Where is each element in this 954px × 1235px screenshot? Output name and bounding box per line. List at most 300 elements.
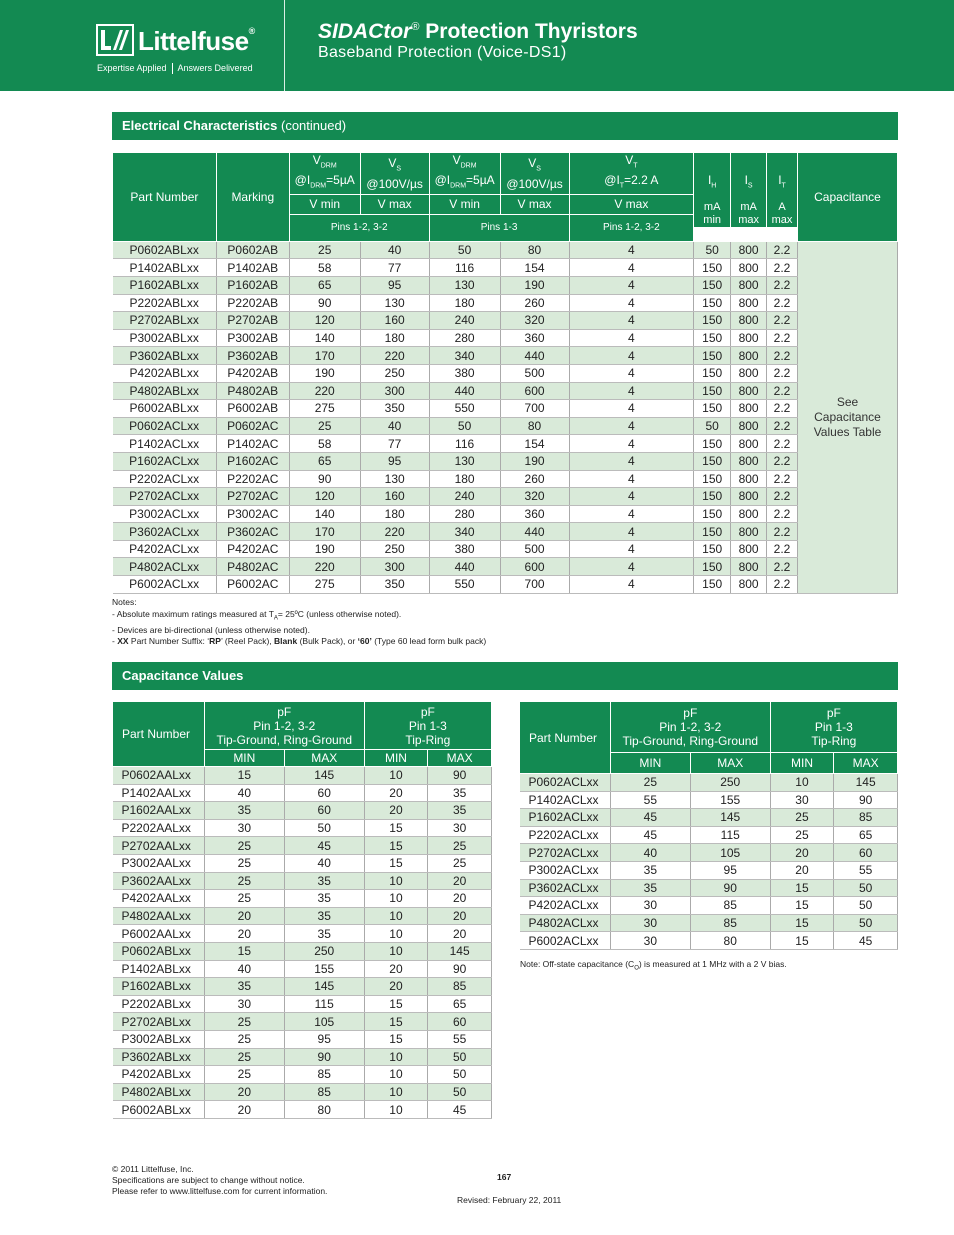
table-cell: 4 (569, 400, 694, 418)
table-cell: P4202AALxx (113, 890, 205, 908)
cap-right-max-2: MAX (834, 753, 898, 774)
table-row (113, 942, 492, 960)
table-cell: 15 (204, 942, 284, 960)
table-row (113, 784, 492, 802)
table-cell: 600 (500, 558, 569, 576)
table-cell: 58 (289, 435, 360, 453)
table-cell: 150 (694, 558, 731, 576)
table-cell: P6002AB (216, 400, 289, 418)
col-capacitance: Capacitance (798, 153, 898, 242)
table-row (520, 879, 898, 897)
table-cell: 20 (428, 872, 492, 890)
cap-left-max-1: MAX (284, 750, 364, 767)
table-cell: 50 (694, 417, 731, 435)
table-cell: 10 (364, 872, 428, 890)
table-row (113, 523, 898, 541)
footer-line-3: Please refer to www.littelfuse.com for current information. (112, 1185, 328, 1196)
table-cell: 20 (770, 861, 834, 879)
table-cell: P3602ABLxx (113, 347, 217, 365)
table-cell: 25 (204, 890, 284, 908)
table-cell: 15 (364, 1013, 428, 1031)
table-cell: 2.2 (767, 329, 798, 347)
table-cell: P0602ACLxx (520, 774, 611, 792)
table-cell: 380 (429, 540, 500, 558)
table-cell: 440 (500, 523, 569, 541)
table-cell: 800 (731, 364, 767, 382)
cap-left-col-part: Part Number (113, 702, 205, 767)
table-row (113, 995, 492, 1013)
table-cell: P2202ABLxx (113, 294, 217, 312)
cap-right-col-part: Part Number (520, 702, 611, 774)
table-cell: 50 (429, 241, 500, 259)
table-cell: 800 (731, 347, 767, 365)
table-cell: 320 (500, 488, 569, 506)
table-cell: 150 (694, 294, 731, 312)
table-cell: 155 (284, 960, 364, 978)
table-cell: 300 (360, 558, 429, 576)
table-cell: 25 (428, 854, 492, 872)
table-cell: 116 (429, 435, 500, 453)
table-cell: 180 (429, 294, 500, 312)
table-row (113, 435, 898, 453)
table-cell: 4 (569, 347, 694, 365)
table-cell: 15 (364, 854, 428, 872)
table-cell: 35 (204, 978, 284, 996)
table-cell: 4 (569, 435, 694, 453)
col-vmax-2: V max (500, 194, 569, 214)
table-cell: 30 (610, 914, 690, 932)
table-row (113, 347, 898, 365)
table-cell: 20 (428, 890, 492, 908)
table-cell: 145 (284, 767, 364, 785)
table-cell: 220 (360, 347, 429, 365)
table-row (520, 932, 898, 950)
table-cell: 85 (284, 1083, 364, 1101)
table-cell: 4 (569, 417, 694, 435)
table-cell: 4 (569, 259, 694, 277)
table-cell: 350 (360, 400, 429, 418)
table-cell: 15 (364, 819, 428, 837)
table-cell: 4 (569, 470, 694, 488)
cap-left-group-2: pF Pin 1-3 Tip-Ring (364, 702, 491, 750)
table-cell: P4802ABLxx (113, 382, 217, 400)
table-row (113, 241, 898, 259)
table-cell: 10 (364, 1101, 428, 1119)
table-cell: 220 (289, 558, 360, 576)
table-cell: P4802ACLxx (113, 558, 217, 576)
table-cell: 55 (834, 861, 898, 879)
littelfuse-mark-icon (96, 24, 134, 56)
table-cell: 250 (360, 364, 429, 382)
table-cell: 150 (694, 505, 731, 523)
table-cell: 150 (694, 312, 731, 330)
table-cell: 80 (500, 241, 569, 259)
table-cell: 500 (500, 364, 569, 382)
table-cell: P1402ACLxx (113, 435, 217, 453)
table-cell: 150 (694, 540, 731, 558)
table-cell: 15 (770, 932, 834, 950)
table-cell: P1602AALxx (113, 802, 205, 820)
table-cell: P2702ABLxx (113, 312, 217, 330)
table-cell: 800 (731, 329, 767, 347)
note-3: - XX Part Number Suffix: ‘RP’ (Reel Pack), Blank (Bulk Pack), or ‘60’ (Type 60 lead form bulk pack) (112, 636, 487, 647)
table-row (113, 837, 492, 855)
table-cell: 190 (289, 540, 360, 558)
table-cell: 4 (569, 523, 694, 541)
table-cell: 800 (731, 312, 767, 330)
table-cell: 150 (694, 452, 731, 470)
table-cell: P1402AC (216, 435, 289, 453)
table-cell: 45 (284, 837, 364, 855)
table-row (113, 1030, 492, 1048)
table-cell: 2.2 (767, 276, 798, 294)
table-cell: 15 (770, 879, 834, 897)
table-cell: 140 (289, 505, 360, 523)
table-cell: P3002ABLxx (113, 329, 217, 347)
table-cell: 160 (360, 488, 429, 506)
col-vmin-2: V min (429, 194, 500, 214)
table-cell: 260 (500, 470, 569, 488)
table-row (113, 854, 492, 872)
table-cell: 220 (360, 523, 429, 541)
table-cell: 35 (610, 861, 690, 879)
footer (112, 1164, 327, 1196)
table-row (520, 774, 898, 792)
table-cell: 2.2 (767, 312, 798, 330)
table-cell: 10 (364, 1066, 428, 1084)
cap-right-min-2: MIN (770, 753, 834, 774)
table-cell: P0602ABLxx (113, 241, 217, 259)
table-cell: 35 (428, 784, 492, 802)
col-vmax-3: V max (569, 194, 694, 214)
table-cell: 130 (360, 470, 429, 488)
table-cell: 25 (204, 1066, 284, 1084)
table-cell: 10 (364, 890, 428, 908)
table-cell: P4802AB (216, 382, 289, 400)
table-cell: 55 (610, 791, 690, 809)
cap-left-max-2: MAX (428, 750, 492, 767)
table-cell: 105 (690, 844, 770, 862)
table-cell: 95 (690, 861, 770, 879)
table-cell: 85 (284, 1066, 364, 1084)
table-cell: 4 (569, 294, 694, 312)
table-row (113, 890, 492, 908)
table-cell: 80 (500, 417, 569, 435)
table-cell: 150 (694, 488, 731, 506)
table-cell: 180 (360, 329, 429, 347)
tagline-left: Expertise Applied (97, 63, 167, 73)
table-cell: P1602ACLxx (113, 452, 217, 470)
table-cell: 500 (500, 540, 569, 558)
table-cell: 95 (284, 1030, 364, 1048)
table-row (113, 276, 898, 294)
table-cell: 250 (360, 540, 429, 558)
table-cell: 50 (694, 241, 731, 259)
table-cell: 4 (569, 576, 694, 594)
is-unit: mA max (731, 200, 767, 227)
table-cell: P1402AB (216, 259, 289, 277)
table-cell: 275 (289, 400, 360, 418)
table-cell: 150 (694, 435, 731, 453)
capacitance-note: Note: Off-state capacitance $(C_O)$ is measured at 1 MHz with a 2 V bias. (520, 959, 787, 972)
table-cell: 800 (731, 452, 767, 470)
table-cell: 65 (428, 995, 492, 1013)
table-cell: 35 (610, 879, 690, 897)
table-cell: 154 (500, 259, 569, 277)
table-cell: P4202ABLxx (113, 1066, 205, 1084)
table-row (113, 470, 898, 488)
table-cell: P0602ABLxx (113, 942, 205, 960)
table-cell: P2202AB (216, 294, 289, 312)
table-cell: 130 (429, 452, 500, 470)
table-cell: 2.2 (767, 417, 798, 435)
table-cell: 20 (204, 907, 284, 925)
table-row (113, 488, 898, 506)
table-cell: P3002AC (216, 505, 289, 523)
table-row (113, 978, 492, 996)
table-row (113, 294, 898, 312)
table-cell: 50 (429, 417, 500, 435)
table-cell: P4202ACLxx (113, 540, 217, 558)
table-cell: P6002ACLxx (113, 576, 217, 594)
table-cell: 4 (569, 452, 694, 470)
table-row (520, 914, 898, 932)
table-cell: P1602ABLxx (113, 978, 205, 996)
table-cell: 800 (731, 435, 767, 453)
table-row (113, 872, 492, 890)
table-cell: P3602AC (216, 523, 289, 541)
table-cell: 280 (429, 329, 500, 347)
col-vt: $V_T$ $@I_T=2.2$ A (569, 153, 694, 195)
table-cell: 45 (428, 1101, 492, 1119)
table-cell: 2.2 (767, 435, 798, 453)
table-cell: P0602ACLxx (113, 417, 217, 435)
col-vs-2: $V_S$ @100V/µs (500, 153, 569, 195)
table-row (520, 826, 898, 844)
it-unit: A max (767, 200, 798, 227)
table-cell: 145 (428, 942, 492, 960)
table-cell: P3602ACLxx (520, 879, 611, 897)
cap-left-group-1: pF Pin 1-2, 3-2 Tip-Ground, Ring-Ground (204, 702, 364, 750)
table-cell: 10 (364, 1083, 428, 1101)
footer-line-2: Specifications are subject to change without notice. (112, 1174, 305, 1185)
table-row (113, 925, 492, 943)
table-cell: 25 (610, 774, 690, 792)
table-cell: P2702ACLxx (113, 488, 217, 506)
table-cell: 40 (284, 854, 364, 872)
table-cell: P1402ABLxx (113, 960, 205, 978)
header-divider (284, 0, 285, 91)
table-cell: 25 (204, 1013, 284, 1031)
table-cell: 800 (731, 276, 767, 294)
table-cell: 25 (289, 417, 360, 435)
tagline-right: Answers Delivered (177, 63, 253, 73)
table-cell: 25 (204, 872, 284, 890)
col-vmin-1: V min (289, 194, 360, 214)
ih-unit: mA min (694, 200, 731, 227)
table-cell: P3002ACLxx (113, 505, 217, 523)
table-cell: 2.2 (767, 488, 798, 506)
table-cell: 50 (834, 897, 898, 915)
table-cell: 340 (429, 347, 500, 365)
table-cell: 45 (834, 932, 898, 950)
table-cell: 360 (500, 329, 569, 347)
table-cell: 2.2 (767, 505, 798, 523)
footer-copyright: © 2011 Littelfuse, Inc. (112, 1164, 194, 1174)
table-cell: 10 (364, 925, 428, 943)
table-cell: 440 (429, 382, 500, 400)
table-cell: 65 (289, 276, 360, 294)
table-cell: 90 (428, 767, 492, 785)
tagline (97, 63, 253, 74)
title-rest: Protection Thyristors (419, 20, 638, 43)
table-cell: 10 (364, 767, 428, 785)
table-cell: 160 (360, 312, 429, 330)
table-cell: 77 (360, 435, 429, 453)
table-cell: 15 (364, 1030, 428, 1048)
table-cell: P2702ABLxx (113, 1013, 205, 1031)
table-row (113, 505, 898, 523)
table-cell: P0602AALxx (113, 767, 205, 785)
pins-group-b: Pins 1-3 (429, 214, 569, 241)
table-cell: 250 (284, 942, 364, 960)
table-cell: 60 (284, 802, 364, 820)
table-cell: 260 (500, 294, 569, 312)
table-cell: 40 (360, 417, 429, 435)
table-cell: 80 (690, 932, 770, 950)
table-cell: P3002AALxx (113, 854, 205, 872)
table-cell: 800 (731, 576, 767, 594)
page-header (0, 0, 954, 91)
table-cell: 90 (690, 879, 770, 897)
table-cell: 150 (694, 276, 731, 294)
table-cell: 150 (694, 400, 731, 418)
table-cell: 2.2 (767, 364, 798, 382)
table-cell: 2.2 (767, 452, 798, 470)
table-cell: 50 (834, 879, 898, 897)
table-cell: 105 (284, 1013, 364, 1031)
table-cell: P3002ABLxx (113, 1030, 205, 1048)
table-cell: 2.2 (767, 576, 798, 594)
table-cell: 30 (428, 819, 492, 837)
table-cell: 280 (429, 505, 500, 523)
table-cell: 20 (428, 907, 492, 925)
table-cell: 50 (428, 1066, 492, 1084)
table-cell: P2702AB (216, 312, 289, 330)
table-cell: 800 (731, 523, 767, 541)
cap-right-max-1: MAX (690, 753, 770, 774)
table-cell: 40 (610, 844, 690, 862)
table-row (113, 767, 492, 785)
table-cell: P3002AB (216, 329, 289, 347)
table-cell: 145 (284, 978, 364, 996)
table-cell: 350 (360, 576, 429, 594)
table-cell: 60 (428, 1013, 492, 1031)
table-cell: 800 (731, 558, 767, 576)
table-cell: 65 (834, 826, 898, 844)
table-cell: 700 (500, 400, 569, 418)
capacitance-table-right (519, 701, 898, 950)
table-cell: 250 (690, 774, 770, 792)
table-cell: 25 (204, 1030, 284, 1048)
table-cell: 85 (428, 978, 492, 996)
table-row (113, 960, 492, 978)
table-cell: 10 (364, 907, 428, 925)
page-subtitle: Baseband Protection (Voice-DS1) (318, 44, 567, 61)
table-cell: 35 (284, 872, 364, 890)
table-cell: 2.2 (767, 241, 798, 259)
table-cell: P4202AB (216, 364, 289, 382)
table-row (113, 382, 898, 400)
cap-right-group-1: pF Pin 1-2, 3-2 Tip-Ground, Ring-Ground (610, 702, 770, 753)
table-cell: 150 (694, 576, 731, 594)
heading-rest: (continued) (277, 118, 347, 133)
table-cell: 4 (569, 312, 694, 330)
table-cell: P3602ACLxx (113, 523, 217, 541)
table-row (113, 364, 898, 382)
title-product: SIDACtor (318, 20, 412, 43)
table-cell: P6002ACLxx (520, 932, 611, 950)
table-cell: 800 (731, 470, 767, 488)
table-cell: P2702AC (216, 488, 289, 506)
table-row (113, 540, 898, 558)
table-cell: 145 (834, 774, 898, 792)
table-cell: 150 (694, 470, 731, 488)
table-cell: 150 (694, 329, 731, 347)
table-cell: 85 (690, 897, 770, 915)
cap-right-min-1: MIN (610, 753, 690, 774)
table-cell: 800 (731, 400, 767, 418)
table-cell: 220 (289, 382, 360, 400)
table-cell: P4202ACLxx (520, 897, 611, 915)
table-cell: P1402AALxx (113, 784, 205, 802)
table-cell: 240 (429, 488, 500, 506)
table-cell: 2.2 (767, 470, 798, 488)
table-cell: 40 (204, 960, 284, 978)
table-cell: 25 (770, 826, 834, 844)
table-cell: P2202AALxx (113, 819, 205, 837)
table-cell: 85 (834, 809, 898, 827)
table-cell: 20 (204, 1083, 284, 1101)
table-cell: 180 (360, 505, 429, 523)
table-cell: 700 (500, 576, 569, 594)
table-cell: 35 (284, 890, 364, 908)
table-cell: 15 (770, 897, 834, 915)
table-cell: 20 (770, 844, 834, 862)
table-cell: 2.2 (767, 347, 798, 365)
table-row (113, 819, 492, 837)
table-cell: 190 (500, 452, 569, 470)
col-is: $I_S$ (731, 153, 767, 215)
table-row (113, 907, 492, 925)
table-cell: 20 (204, 925, 284, 943)
table-row (113, 452, 898, 470)
table-row (520, 844, 898, 862)
table-cell: 90 (834, 791, 898, 809)
revised-date: Revised: February 22, 2011 (457, 1195, 562, 1205)
table-cell: 4 (569, 382, 694, 400)
table-cell: 30 (204, 995, 284, 1013)
table-cell: 15 (204, 767, 284, 785)
table-cell: 77 (360, 259, 429, 277)
table-cell: 550 (429, 400, 500, 418)
table-row (113, 417, 898, 435)
table-row (113, 1013, 492, 1031)
table-row (520, 861, 898, 879)
table-cell: 20 (204, 1101, 284, 1119)
table-cell: 800 (731, 488, 767, 506)
table-cell: 150 (694, 347, 731, 365)
